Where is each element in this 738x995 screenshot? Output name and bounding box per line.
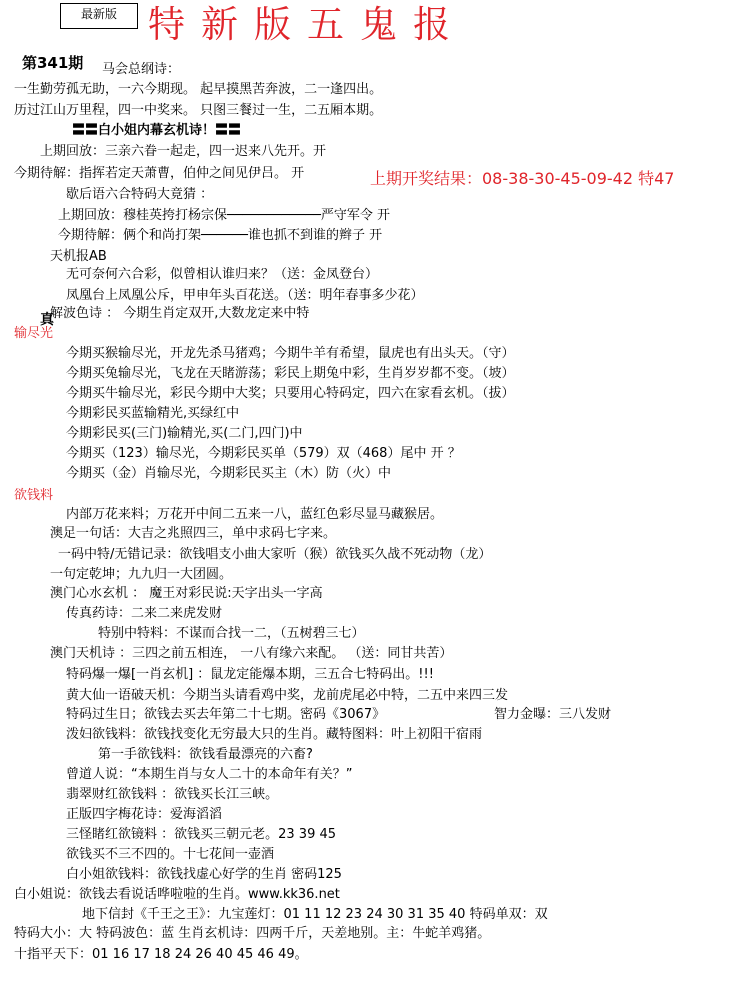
- text-line: 传真药诗：二来二来虎发财: [66, 606, 223, 621]
- text-line: 一句定乾坤；九九归一大团圆。: [50, 567, 233, 582]
- issue-number: 第341期: [22, 54, 84, 72]
- text-line: 上期回放：穆桂英挎打杨宗保────────────严守军令 开: [58, 208, 391, 223]
- text-line: 上期回放：三亲六眷一起走，四一迟来八先开。开: [40, 144, 327, 159]
- text-line: 天机报AB: [50, 249, 107, 264]
- text-line: 今期买（金）肖输尽光，今期彩民买主（木）防（火）中: [66, 466, 392, 481]
- text-line: 黄大仙一语破天机：今期当头请看鸡中奖，龙前虎尾必中特，二五中来四三发: [66, 688, 509, 703]
- text-line: 今期待解：指挥若定天萧曹，伯仲之间见伊吕。 开: [14, 166, 305, 181]
- text-line: 今期彩民买(三门)输精光,买(二门,四门)中: [66, 426, 303, 441]
- text-line: 三怪睹红欲镜料 ：欲钱买三朝元老。23 39 45: [66, 827, 337, 842]
- text-line: 白小姐说：欲钱去看说话哗啦啦的生肖。www.kk36.net: [14, 887, 340, 902]
- text-line: 特别中特料：不谋而合找一二，（五树碧三七）: [98, 626, 365, 641]
- text-line: 特码大小：大 特码波色：蓝 生肖玄机诗：四两千斤，天差地别。主：牛蛇羊鸡猪。: [14, 926, 491, 941]
- side-label-yuqian: 欲钱料: [14, 488, 54, 503]
- text-line: 今期待解：俩个和尚打架──────谁也抓不到谁的辫子 开: [58, 228, 383, 243]
- text-line: 欲钱买不三不四的。十七花间一壶酒: [66, 847, 275, 862]
- text-line: 澳门心水玄机 ： 魔王对彩民说:天字出头一字高: [50, 586, 323, 601]
- text-line: 澳足一句话：大吉之兆照四三，单中求码七字来。: [50, 526, 337, 541]
- text-line: 特码爆一爆[一肖玄机] ：鼠龙定能爆本期，三五合七特码出。!!!: [66, 667, 434, 682]
- text-line: 今期买（123）输尽光，今期彩民买单（579）双（468）尾中 开 ？: [66, 446, 461, 461]
- text-line: 翡翠财红欲钱料 ：欲钱买长江三峡。: [66, 787, 279, 802]
- text-line: 歇后语六合特码大竟猜 ：: [66, 187, 214, 202]
- text-line: 历过江山万里程，四一中奖来。 只图三餐过一生，二五厢本期。: [14, 103, 383, 118]
- text-line: 地下信封《千王之王》：九宝莲灯：01 11 12 23 24 30 31 35 40 特码单双：双: [82, 907, 548, 922]
- text-line: 今期买兔输尽光，飞龙在天睹游荡；彩民上期兔中彩，生肖岁岁都不变。（坡）: [66, 366, 515, 381]
- text-line: 内部万花来料；万花开中间二五来一八，蓝红色彩尽显马藏猴居。: [66, 507, 444, 522]
- text-line: 今期彩民买蓝输精光,买绿红中: [66, 406, 240, 421]
- text-line: 〓〓白小姐内幕玄机诗！〓〓: [72, 123, 242, 138]
- text-line: 曾道人说：“本期生肖与女人二十的本命年有关？”: [66, 767, 353, 782]
- text-line: 一生勤劳孤无助，一六今期现。 起早摸黑苦奔波，二一逢四出。: [14, 82, 383, 97]
- side-label-shuying: 输尽光: [14, 326, 54, 341]
- text-line: 白小姐欲钱料：欲钱找虚心好学的生肖 密码125: [66, 867, 342, 882]
- zhen-label: 真: [40, 312, 54, 328]
- text-line: 今期买牛输尽光，彩民今期中大奖；只要用心特码定，四六在家看玄机。（拔）: [66, 386, 515, 401]
- text-line: 智力金曝：三八发财: [494, 707, 612, 722]
- text-line: 十指平天下：01 16 17 18 24 26 40 45 46 49。: [14, 947, 308, 962]
- latest-version-badge: 最新版: [60, 3, 138, 29]
- last-draw-result: 上期开奖结果：08-38-30-45-09-42 特47: [370, 169, 675, 188]
- text-line: 泼妇欲钱料：欲钱找变化无穷最大只的生肖。藏特图料：叶上初阳干宿雨: [66, 727, 483, 742]
- poem-title: 马会总纲诗：: [102, 62, 181, 77]
- text-line: 凤凰台上凤凰公斥，甲申年头百花送。（送：明年春事多少花）: [66, 288, 424, 303]
- text-line: 澳门天机诗 ：三四之前五相连， 一八有缘六来配。 （送：同甘共苦）: [50, 646, 453, 661]
- text-line: 正版四字梅花诗：爱海滔滔: [66, 807, 223, 822]
- text-line: 无可奈何六合彩，似曾相认谁归来？（送：金凤登台）: [66, 267, 379, 282]
- text-line: 一码中特/无错记录：欲钱唱支小曲大家听（猴）欲钱买久战不死动物（龙）: [58, 547, 492, 562]
- page-title: 特新版五鬼报: [148, 3, 466, 46]
- text-line: 解波色诗 ： 今期生肖定双开,大数龙定来中特: [50, 306, 310, 321]
- text-line: 第一手欲钱料：欲钱看最漂亮的六畜?: [98, 747, 313, 762]
- text-line: 今期买猴输尽光，开龙先杀马猪鸡；今期牛羊有希望，鼠虎也有出头天。（守）: [66, 346, 515, 361]
- text-line: 特码过生日；欲钱去买去年第二十七期。密码《3067》: [66, 707, 386, 722]
